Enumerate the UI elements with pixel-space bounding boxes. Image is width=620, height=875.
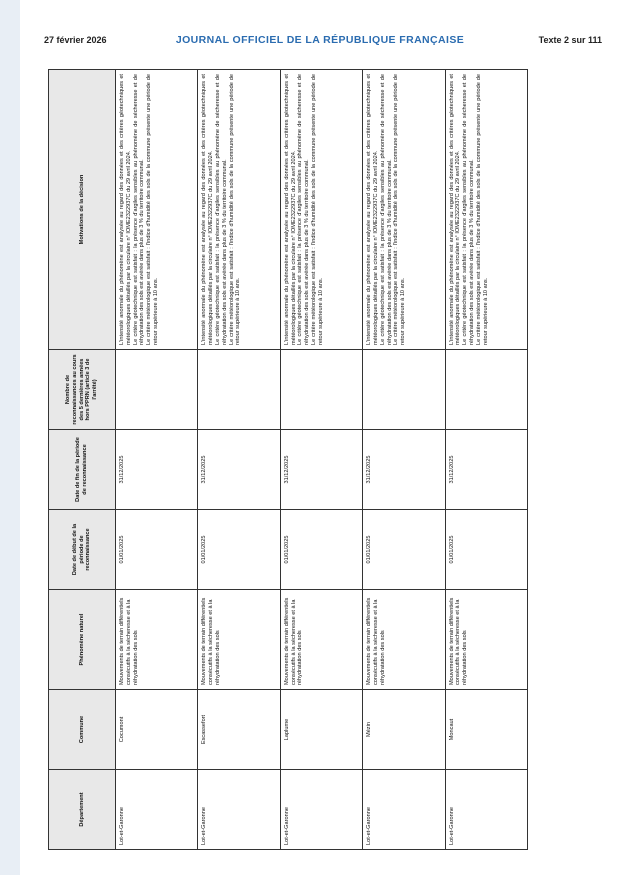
col-commune: Commune bbox=[49, 690, 116, 770]
col-motivations: Motivations de la décision bbox=[49, 70, 116, 350]
motivation-line: Le critère géotechnique est satisfait : la présence d'argiles sensibles au phénomène de sécheresse et de réhydratation des sols est avérée dans plus de 3 % du territoire communal. bbox=[462, 74, 475, 345]
cell-departement: Lot-et-Garonne bbox=[445, 770, 527, 850]
cell-commune: Escassefort bbox=[198, 690, 280, 770]
cell-date-fin: 31/12/2025 bbox=[198, 430, 280, 510]
cell-date-debut: 01/01/2025 bbox=[445, 510, 527, 590]
publication-date: 27 février 2026 bbox=[44, 35, 107, 45]
cell-date-debut: 01/01/2025 bbox=[198, 510, 280, 590]
cell-phenomene: Mouvements de terrain différentiels consécutifs à la sécheresse et à la réhydratation des sols bbox=[198, 590, 280, 690]
motivation-line: Le critère météorologique est satisfait : l'indice d'humidité des sols de la commune présente une période de retour supérieure à 10 ans. bbox=[393, 74, 407, 345]
cell-nombre bbox=[116, 350, 198, 430]
cell-date-debut: 01/01/2025 bbox=[280, 510, 362, 590]
col-date-debut: Date de début de la période de reconnaissance bbox=[49, 510, 116, 590]
cell-nombre bbox=[198, 350, 280, 430]
cell-departement: Lot-et-Garonne bbox=[280, 770, 362, 850]
motivation-line: Le critère météorologique est satisfait : l'indice d'humidité des sols de la commune présente une période de retour supérieure à 10 ans. bbox=[311, 74, 324, 345]
motivation-line: L'intensité anormale du phénomène est analysée au regard des données et des critères géotechniques et météorologiques détaillés par la circulaire n° IOME2322937C du 29 avril 2024. bbox=[448, 74, 462, 345]
journal-title: JOURNAL OFFICIEL DE LA RÉPUBLIQUE FRANÇAISE bbox=[175, 34, 465, 46]
cell-departement: Lot-et-Garonne bbox=[363, 770, 445, 850]
cell-date-fin: 31/12/2025 bbox=[116, 430, 198, 510]
table-row bbox=[280, 70, 362, 850]
page-header bbox=[20, 0, 620, 52]
motivation-line: L'intensité anormale du phénomène est analysée au regard des données et des critères géotechniques et météorologiques détaillés par la circulaire n° IOME2322937C du 29 avril 2024. bbox=[366, 74, 379, 345]
cell-phenomene: Mouvements de terrain différentiels consécutifs à la sécheresse et à la réhydratation des sols bbox=[280, 590, 362, 690]
cell-date-debut: 01/01/2025 bbox=[363, 510, 445, 590]
motivation-line: Le critère géotechnique est satisfait : la présence d'argiles sensibles au phénomène de sécheresse et de réhydratation des sols est avérée dans plus de 3 % du territoire communal. bbox=[215, 74, 228, 345]
cell-date-debut: 01/01/2025 bbox=[116, 510, 198, 590]
motivation-line: Le critère météorologique est satisfait : l'indice d'humidité des sols de la commune présente une période de retour supérieure à 10 ans. bbox=[475, 74, 489, 345]
cell-phenomene: Mouvements de terrain différentiels consécutifs à la sécheresse et à la réhydratation des sols bbox=[363, 590, 445, 690]
motivation-line: Le critère géotechnique est satisfait : la présence d'argiles sensibles au phénomène de sécheresse et de réhydratation des sols est avérée dans plus de 3 % du territoire communal. bbox=[132, 74, 146, 345]
cell-commune: Laplume bbox=[280, 690, 362, 770]
cell-nombre bbox=[445, 350, 527, 430]
motivation-line: L'intensité anormale du phénomène est analysée au regard des données et des critères géotechniques et météorologiques détaillés par la circulaire n° IOME2322937C du 29 avril 2024. bbox=[283, 74, 297, 345]
rotated-table-wrapper bbox=[48, 70, 528, 850]
cell-date-fin: 31/12/2025 bbox=[363, 430, 445, 510]
motivation-line: Le critère météorologique est satisfait : l'indice d'humidité des sols de la commune présente une période de retour supérieure à 10 ans. bbox=[146, 74, 160, 345]
motivation-line: Le critère géotechnique est satisfait : la présence d'argiles sensibles au phénomène de sécheresse et de réhydratation des sols est avérée dans plus de 3 % du territoire communal. bbox=[379, 74, 393, 345]
cell-date-fin: 31/12/2025 bbox=[445, 430, 527, 510]
cell-motivations bbox=[198, 70, 280, 350]
cell-motivations bbox=[116, 70, 198, 350]
col-date-fin: Date de fin de la période de reconnaissance bbox=[49, 430, 116, 510]
col-nombre: Nombre de reconnaissances au cours des 5 dernières années hors PPRN (article 3 de l'arrêté) bbox=[49, 350, 116, 430]
decision-table bbox=[48, 69, 528, 850]
table-row bbox=[363, 70, 445, 850]
table-row bbox=[198, 70, 280, 850]
cell-motivations bbox=[445, 70, 527, 350]
motivation-line: Le critère géotechnique est satisfait : la présence d'argiles sensibles au phénomène de sécheresse et de réhydratation des sols est avérée dans plus de 3 % du territoire communal. bbox=[297, 74, 311, 345]
table-row bbox=[445, 70, 527, 850]
motivation-line: L'intensité anormale du phénomène est analysée au regard des données et des critères géotechniques et météorologiques détaillés par la circulaire n° IOME2322937C du 29 avril 2024. bbox=[201, 74, 215, 345]
motivation-line: L'intensité anormale du phénomène est analysée au regard des données et des critères géotechniques et météorologiques détaillés par la circulaire n° IOME2322937C du 29 avril 2024. bbox=[119, 74, 132, 345]
motivation-line: Le critère météorologique est satisfait : l'indice d'humidité des sols de la commune présente une période de retour supérieure à 10 ans. bbox=[228, 74, 242, 345]
cell-motivations bbox=[280, 70, 362, 350]
cell-commune: Cocumont bbox=[116, 690, 198, 770]
cell-departement: Lot-et-Garonne bbox=[198, 770, 280, 850]
cell-nombre bbox=[280, 350, 362, 430]
cell-motivations bbox=[363, 70, 445, 350]
cell-date-fin: 31/12/2025 bbox=[280, 430, 362, 510]
text-number: Texte 2 sur 111 bbox=[538, 35, 602, 45]
table-header-row bbox=[49, 70, 116, 850]
cell-nombre bbox=[363, 350, 445, 430]
table-row bbox=[116, 70, 198, 850]
col-phenomene: Phénomène naturel bbox=[49, 590, 116, 690]
cell-phenomene: Mouvements de terrain différentiels consécutifs à la sécheresse et à la réhydratation des sols bbox=[116, 590, 198, 690]
cell-phenomene: Mouvements de terrain différentiels consécutifs à la sécheresse et à la réhydratation des sols bbox=[445, 590, 527, 690]
cell-commune: Moncaut bbox=[445, 690, 527, 770]
cell-commune: Mézin bbox=[363, 690, 445, 770]
cell-departement: Lot-et-Garonne bbox=[116, 770, 198, 850]
col-departement: Département bbox=[49, 770, 116, 850]
